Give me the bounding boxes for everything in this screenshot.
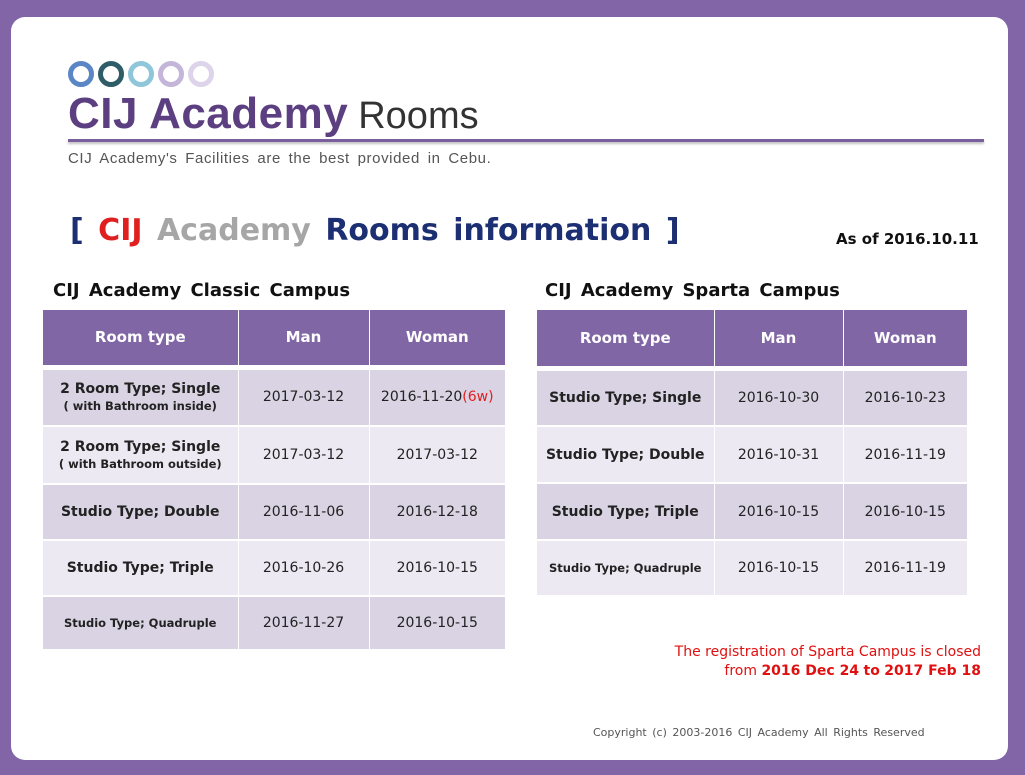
table-header-row (537, 310, 967, 368)
waitlist-weeks: (6w) (462, 389, 494, 406)
man-date: 2017-03-12 (238, 426, 369, 484)
header-man: Man (238, 310, 369, 367)
logo-dot-icon (188, 61, 214, 87)
woman-date: 2016-10-15 (843, 483, 967, 540)
notice-line-2 (675, 662, 981, 681)
table-row (537, 483, 967, 540)
sparta-campus-title: CIJ Academy Sparta Campus (545, 280, 840, 301)
page-title (68, 89, 479, 139)
room-type-label: Studio Type; Triple (43, 540, 238, 596)
woman-date: 2017-03-12 (369, 426, 505, 484)
man-date: 2016-11-06 (238, 484, 369, 540)
header-room-type: Room type (537, 310, 714, 368)
woman-date: 2016-10-23 (843, 368, 967, 426)
notice-end-date: 2017 Feb 18 (884, 663, 981, 679)
headline-academy: Academy (156, 213, 311, 248)
table-row (43, 596, 505, 650)
woman-date: 2016-10-15 (369, 540, 505, 596)
room-type-label: Studio Type; Quadruple (537, 540, 714, 596)
table-header-row (43, 310, 505, 367)
headline-open-bracket: [ (70, 213, 84, 248)
man-date: 2017-03-12 (238, 367, 369, 426)
table-row (537, 368, 967, 426)
room-type-label: Studio Type; Quadruple (43, 596, 238, 650)
brand-name: CIJ Academy (68, 89, 349, 138)
table-row (537, 540, 967, 596)
room-type-label: Studio Type; Double (43, 484, 238, 540)
headline-rooms-info: Rooms information (325, 213, 652, 248)
room-type-note: ( with Bathroom outside) (58, 457, 222, 471)
header-woman: Woman (843, 310, 967, 368)
header-woman: Woman (369, 310, 505, 367)
room-type-label: Studio Type; Triple (537, 483, 714, 540)
headline-cij: CIJ (98, 213, 143, 248)
man-date: 2016-10-30 (714, 368, 843, 426)
notice-line-1: The registration of Sparta Campus is closed (674, 644, 981, 660)
registration-notice (675, 643, 981, 681)
table-row (43, 484, 505, 540)
notice-from: from (724, 663, 757, 679)
logo-dot-icon (68, 61, 94, 87)
room-type-label: Studio Type; Single (537, 368, 714, 426)
woman-date: 2016-11-20 (380, 389, 463, 406)
classic-rooms-table (43, 310, 505, 651)
room-type-label: 2 Room Type; Single (60, 439, 221, 455)
man-date: 2016-10-15 (714, 540, 843, 596)
woman-date: 2016-12-18 (369, 484, 505, 540)
title-subtitle: Rooms (358, 95, 479, 137)
room-type-label: Studio Type; Double (537, 426, 714, 483)
room-type-note: ( with Bathroom inside) (63, 399, 217, 414)
table-row (43, 540, 505, 596)
table-row (43, 426, 505, 484)
room-type-cell (43, 426, 238, 484)
notice-start-date: 2016 Dec 24 (761, 663, 860, 679)
table-row (537, 426, 967, 483)
room-type-cell (43, 367, 238, 426)
logo-dot-icon (158, 61, 184, 87)
man-date: 2016-11-27 (238, 596, 369, 650)
notice-to: to (863, 663, 880, 679)
woman-date-cell (369, 367, 505, 426)
content-card (11, 17, 1008, 760)
section-headline (70, 213, 680, 248)
woman-date: 2016-11-19 (843, 540, 967, 596)
woman-date: 2016-11-19 (843, 426, 967, 483)
table-row (43, 367, 505, 426)
header-man: Man (714, 310, 843, 368)
sparta-rooms-table (537, 310, 967, 597)
title-divider (68, 139, 984, 142)
logo-dot-icon (98, 61, 124, 87)
headline-close-bracket: ] (665, 213, 680, 248)
copyright: Copyright (c) 2003-2016 CIJ Academy All Rights Reserved (593, 726, 925, 739)
woman-date: 2016-10-15 (369, 596, 505, 650)
classic-campus-title: CIJ Academy Classic Campus (53, 280, 351, 301)
man-date: 2016-10-15 (714, 483, 843, 540)
header-room-type: Room type (43, 310, 238, 367)
logo-dot-icon (128, 61, 154, 87)
man-date: 2016-10-31 (714, 426, 843, 483)
man-date: 2016-10-26 (238, 540, 369, 596)
tagline: CIJ Academy's Facilities are the best provided in Cebu. (68, 150, 492, 167)
room-type-label: 2 Room Type; Single (60, 381, 221, 398)
as-of-date: As of 2016.10.11 (836, 230, 979, 248)
